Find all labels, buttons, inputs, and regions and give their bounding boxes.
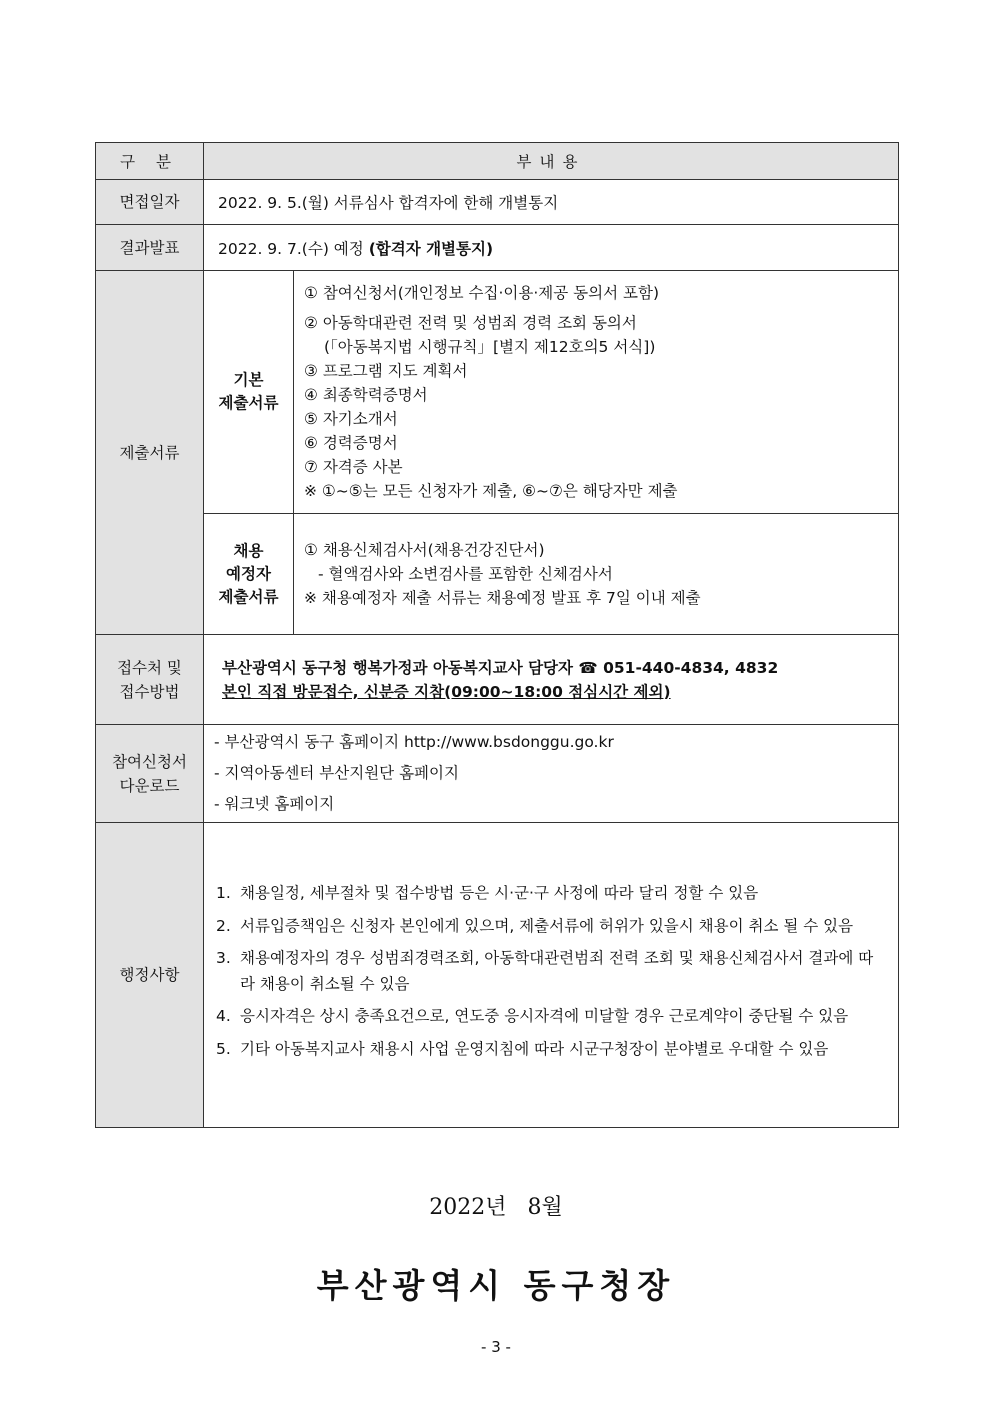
basic-documents-label: [204, 271, 294, 514]
basic-item: ① 참여신청서(개인정보 수집·이용·제공 동의서 포함): [304, 284, 660, 302]
hired-label-line2: 예정자: [226, 564, 271, 583]
download-label-line2: 다운로드: [119, 776, 180, 795]
admin-item: [216, 1004, 888, 1030]
admin-list: [216, 881, 888, 1062]
download-row: [96, 725, 899, 823]
basic-item-note: ※ ①~⑤는 모든 신청자가 제출, ⑥~⑦은 해당자만 제출: [304, 482, 678, 500]
basic-item: ⑦ 자격증 사본: [304, 458, 403, 476]
receipt-contact: 부산광역시 동구청 행복가정과 아동복지교사 담당자 ☎ 051-440-4834, 4832: [222, 658, 779, 677]
admin-item-text: 채용예정자의 경우 성범죄경력조회, 아동학대관련범죄 전력 조회 및 채용신체검사서 결과에 따라 채용이 취소될 수 있음: [240, 949, 874, 993]
download-item: - 지역아동센터 부산지원단 홈페이지: [214, 764, 459, 782]
admin-item: [216, 1037, 888, 1063]
interview-text: 2022. 9. 5.(월) 서류심사 합격자에 한해 개별통지: [204, 180, 899, 225]
hired-documents-row: [96, 514, 899, 635]
admin-item-text: 서류입증책임은 신청자 본인에게 있으며, 제출서류에 허위가 있을시 채용이 취소 될 수 있음: [240, 916, 854, 935]
hired-item: - 혈액검사와 소변검사를 포함한 신체검사서: [318, 565, 613, 583]
recruitment-details-table: [95, 142, 899, 1128]
download-label-line1: 참여신청서: [112, 752, 187, 771]
hired-item-note: ※ 채용예정자 제출 서류는 채용예정 발표 후 7일 이내 제출: [304, 589, 701, 607]
basic-label-line2: 제출서류: [218, 394, 279, 412]
header-content: 부내용: [204, 143, 899, 180]
interview-label: 면접일자: [96, 180, 204, 225]
hired-documents-list: [294, 514, 899, 635]
result-row: [96, 225, 899, 271]
issuer-signature: 부산광역시 동구청장: [316, 1266, 676, 1305]
result-note: (합격자 개별통지): [368, 239, 494, 258]
basic-documents-list: [294, 271, 899, 514]
page-number: - 3 -: [481, 1338, 511, 1356]
receipt-label-line2: 접수방법: [119, 682, 180, 701]
hired-item: ① 채용신체검사서(채용건강진단서): [304, 541, 545, 559]
admin-item-number: 5.: [216, 1039, 231, 1058]
admin-item-number: 3.: [216, 949, 231, 967]
admin-item-number: 1.: [216, 884, 231, 902]
result-label: 결과발표: [96, 225, 204, 271]
hired-label-line3: 제출서류: [218, 587, 279, 606]
hired-label-line1: 채용: [233, 541, 264, 560]
admin-content: [204, 823, 899, 1128]
hired-documents-label: [204, 514, 294, 635]
download-label: [96, 725, 204, 823]
basic-documents-row: [96, 271, 899, 514]
admin-item-number: 2.: [216, 916, 231, 935]
basic-label-line1: 기본: [233, 371, 264, 389]
basic-item: ⑤ 자기소개서: [304, 410, 398, 428]
download-item: - 워크넷 홈페이지: [214, 795, 335, 813]
receipt-label: [96, 635, 204, 725]
basic-item: ② 아동학대관련 전력 및 성범죄 경력 조회 동의서: [304, 314, 637, 332]
download-item: - 부산광역시 동구 홈페이지 http://www.bsdonggu.go.kr: [214, 733, 614, 751]
admin-item-text: 응시자격은 상시 충족요건으로, 연도중 응시자격에 미달할 경우 근로계약이 중단될 수 있음: [240, 1007, 849, 1025]
result-text: [204, 225, 899, 271]
admin-item-text: 채용일정, 세부절차 및 접수방법 등은 시·군·구 사정에 따라 달리 정할 수 있음: [240, 884, 759, 902]
admin-label: 행정사항: [96, 823, 204, 1128]
documents-label: 제출서류: [96, 271, 204, 635]
receipt-content: [204, 635, 899, 725]
result-date: 2022. 9. 7.(수) 예정: [218, 239, 369, 258]
download-list: [204, 725, 899, 823]
basic-item: ⑥ 경력증명서: [304, 434, 398, 452]
admin-item-number: 4.: [216, 1007, 231, 1025]
admin-item-text: 기타 아동복지교사 채용시 사업 운영지침에 따라 시군구청장이 분야별로 우대할 수 있음: [240, 1039, 829, 1058]
receipt-row: [96, 635, 899, 725]
admin-item: [216, 946, 888, 997]
admin-row: [96, 823, 899, 1128]
admin-item: [216, 881, 888, 907]
admin-item: [216, 914, 888, 940]
issue-date: 2022년 8월: [429, 1195, 563, 1220]
interview-row: [96, 180, 899, 225]
basic-item: (「아동복지법 시행규칙」[별지 제12호의5 서식]): [324, 338, 656, 356]
header-category: 구 분: [96, 143, 204, 180]
basic-item: ④ 최종학력증명서: [304, 386, 428, 404]
basic-item: ③ 프로그램 지도 계획서: [304, 362, 468, 380]
receipt-label-line1: 접수처 및: [117, 658, 182, 677]
receipt-method: 본인 직접 방문접수, 신분증 지참(09:00~18:00 점심시간 제외): [222, 682, 671, 701]
